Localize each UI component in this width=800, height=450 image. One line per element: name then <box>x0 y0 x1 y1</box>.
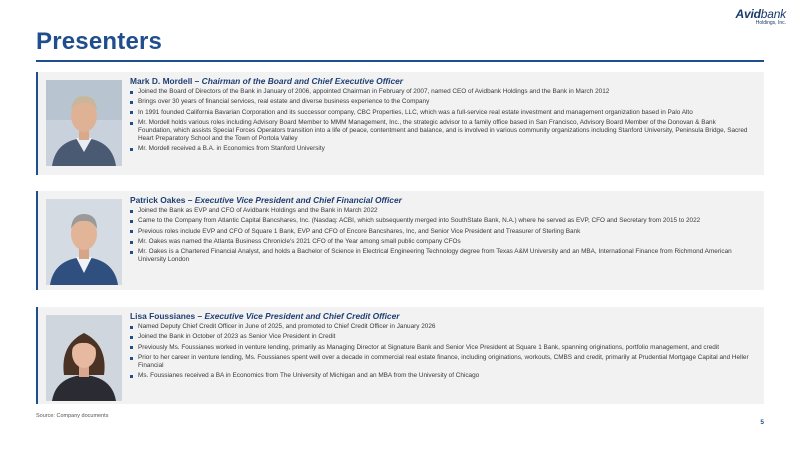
woman-portrait-icon <box>46 315 122 401</box>
presenter-role: Chairman of the Board and Chief Executive Officer <box>201 76 404 86</box>
presenter-photo-mordell <box>46 80 122 166</box>
man-portrait-icon <box>46 80 122 166</box>
page-title: Presenters <box>36 28 163 55</box>
presenter-content-oakes <box>130 195 750 267</box>
presenter-bullets <box>130 88 750 153</box>
presenter-bullets <box>130 323 750 380</box>
presenter-heading <box>130 76 750 86</box>
bullet-item: Mr. Mordell holds various roles including Advisory Board Member to MMM Management, Inc., the strategic advisor to a family office based in San Francisco, Advisory Board Member of the Donovan & Bank Foundation, which assists Special Forces Operators transition into a life of peace, contentment and balance, and is involved in various community organizations including Stanford University, Peninsula Bridge, Sacred Heart Preparatory School and the Town of Portola Valley <box>130 119 750 143</box>
bullet-item: Joined the Bank as EVP and CFO of Avidbank Holdings and the Bank in March 2022 <box>130 207 750 215</box>
title-divider <box>36 60 764 62</box>
bullet-item: Ms. Foussianes received a BA in Economics from The University of Michigan and an MBA from the University of Chicago <box>130 372 750 380</box>
presenter-role: Executive Vice President and Chief Credit Officer <box>204 311 400 321</box>
logo-brand-bold: Avid <box>735 7 761 21</box>
presenter-heading <box>130 195 750 205</box>
bullet-item: Joined the Board of Directors of the Bank in January of 2006, appointed Chairman in February of 2007, named CEO of Avidbank Holdings and the Bank in March 2012 <box>130 88 750 96</box>
presenter-card-oakes <box>36 191 764 290</box>
presenter-bullets <box>130 207 750 264</box>
presenter-photo-foussianes <box>46 315 122 401</box>
company-logo <box>736 8 786 26</box>
bullet-item: Brings over 30 years of financial services, real estate and diverse business experience to the Company <box>130 98 750 106</box>
presenter-separator: – <box>195 311 205 321</box>
presenter-content-mordell <box>130 76 750 156</box>
presenter-card-foussianes <box>36 307 764 404</box>
logo-subtitle: Holdings, Inc. <box>755 20 786 26</box>
bullet-item: Joined the Bank in October of 2023 as Senior Vice President in Credit <box>130 333 750 341</box>
bullet-item: Mr. Oakes is a Chartered Financial Analyst, and holds a Bachelor of Science in Electrical Engineering Technology degree from Texas A&M University and an MBA, International Finance from Richmond American University London <box>130 248 750 264</box>
presenter-role: Executive Vice President and Chief Financial Officer <box>194 195 402 205</box>
presenter-photo-oakes <box>46 199 122 285</box>
bullet-item: Mr. Mordell received a B.A. in Economics from Stanford University <box>130 145 750 153</box>
logo-brand-light: bank <box>760 7 786 21</box>
source-note: Source: Company documents <box>36 413 109 419</box>
page-number: 5 <box>760 419 764 426</box>
presenter-name: Patrick Oakes <box>130 195 186 205</box>
presenter-separator: – <box>192 76 202 86</box>
presenter-heading <box>130 311 750 321</box>
presenter-card-mordell <box>36 72 764 175</box>
bullet-item: Came to the Company from Atlantic Capital Bancshares, Inc. (Nasdaq: ACBI, which subsequently merged into SouthState Bank, N.A.) where he served as EVP, CFO and Secretary from 2015 to 2022 <box>130 217 750 225</box>
presenter-name: Mark D. Mordell <box>130 76 193 86</box>
bullet-item: Previous roles include EVP and CFO of Square 1 Bank, EVP and CFO of Encore Bancshares, Inc, and Senior Vice President and Treasurer of Sterling Bank <box>130 228 750 236</box>
presenter-content-foussianes <box>130 311 750 383</box>
presenter-name: Lisa Foussianes <box>130 311 196 321</box>
bullet-item: Previously Ms. Foussianes worked in venture lending, primarily as Managing Director at Signature Bank and Senior Vice President at Square 1 Bank, spanning originations, portfolio management, and credit <box>130 344 750 352</box>
man-portrait-icon <box>46 199 122 285</box>
bullet-item: Prior to her career in venture lending, Ms. Foussianes spent well over a decade in commercial real estate finance, including originations, workouts, CMBS and credit, primarily at Prudential Mortgage Capital and Heller Financial <box>130 354 750 370</box>
bullet-item: In 1991 founded California Bavarian Corporation and its successor company, CBC Properties, LLC, which was a full-service real estate investment and management organization based in Palo Alto <box>130 109 750 117</box>
bullet-item: Named Deputy Chief Credit Officer in June of 2025, and promoted to Chief Credit Officer in January 2026 <box>130 323 750 331</box>
bullet-item: Mr. Oakes was named the Atlanta Business Chronicle's 2021 CFO of the Year among small public company CFOs <box>130 238 750 246</box>
logo-wordmark <box>736 8 786 20</box>
presenter-separator: – <box>185 195 195 205</box>
